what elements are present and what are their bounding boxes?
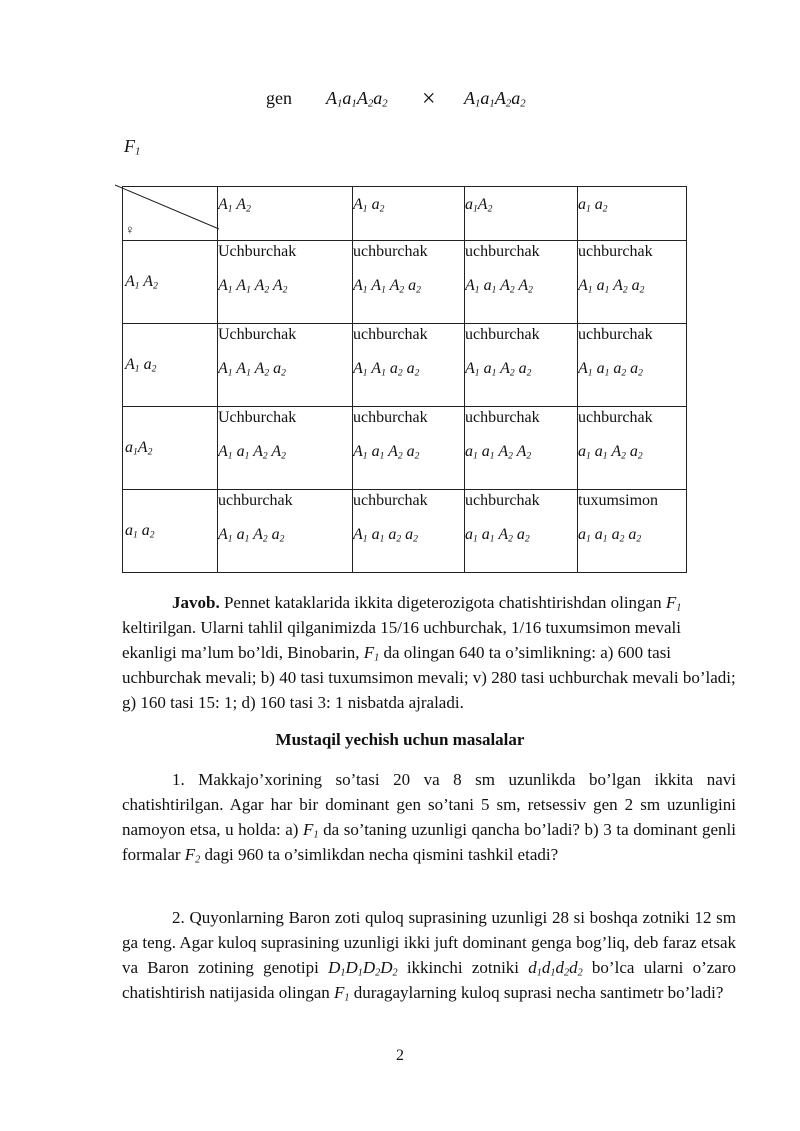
problem-text: bo’lca ularni o’zaro chatishtirish natijasida olingan	[122, 958, 736, 1002]
column-header: $a_1A_2$	[465, 187, 578, 241]
table-cell	[218, 407, 353, 490]
table-cell	[578, 407, 687, 490]
phenotype-text: Uchburchak	[218, 326, 297, 343]
answer-text: keltirilgan. Ularni tahlil qilganimizda 15/16 uchburchak, 1/16 tuxumsimon mevali ekanligi ma’lum bo’ldi, Binobarin,	[122, 618, 681, 662]
genotype-text: $a_1$ $a_1$ $A_2$ $A_2$	[465, 443, 532, 462]
table-cell	[578, 324, 687, 407]
table-row	[123, 241, 687, 324]
table-row	[123, 490, 687, 573]
genotype-text: $A_1$ $a_1$ $A_2$ $a_2$	[218, 526, 285, 545]
genotype-text: $A_1$ $a_1$ $A_2$ $A_2$	[218, 443, 286, 462]
table-header-row	[123, 187, 687, 241]
table-row	[123, 407, 687, 490]
phenotype-text: tuxumsimon	[578, 492, 659, 509]
problem-text: da so’taning uzunligi qancha bo’ladi? b) 3 ta dominant genli formalar	[122, 820, 736, 864]
table-cell	[218, 241, 353, 324]
row-header: $A_1$ $A_2$	[123, 241, 218, 324]
genotype-text: $A_1$ $a_1$ $A_2$ $A_2$	[465, 277, 533, 296]
genotype-text: $A_1$ $a_1$ $A_2$ $a_2$	[578, 277, 645, 296]
genotype-text: $A_1$ $a_1$ $a_2$ $a_2$	[578, 360, 643, 379]
problem-1-paragraph	[122, 767, 736, 867]
phenotype-text: uchburchak	[465, 492, 540, 509]
table-cell	[218, 324, 353, 407]
column-header: $a_1$ $a_2$	[578, 187, 687, 241]
genotype-dominant: $D_1D_1D_2D_2$	[328, 958, 398, 979]
genotype-text: $A_1$ $A_1$ $A_2$ $a_2$	[218, 360, 286, 379]
f1-term: $F_1$	[665, 593, 682, 614]
phenotype-text: uchburchak	[578, 243, 653, 260]
genotype-text: $A_1$ $A_1$ $a_2$ $a_2$	[353, 360, 420, 379]
column-header: $A_1$ $a_2$	[353, 187, 465, 241]
f2-term: $F_2$	[184, 845, 201, 866]
table-cell	[353, 324, 465, 407]
row-header: $a_1$ $a_2$	[123, 490, 218, 573]
phenotype-text: Uchburchak	[218, 409, 297, 426]
problem-text: duragaylarning kuloq suprasi necha santimetr bo’ladi?	[349, 983, 724, 1002]
female-symbol-icon: ♀	[125, 222, 135, 238]
section-title: Mustaqil yechish uchun masalalar	[275, 730, 525, 749]
phenotype-text: uchburchak	[465, 409, 540, 426]
f1-term: $F_1$	[363, 643, 380, 664]
answer-paragraph	[122, 590, 736, 715]
cross-formula	[266, 84, 526, 111]
genotype-text: $a_1$ $a_1$ $a_2$ $a_2$	[578, 526, 642, 545]
table-cell	[353, 490, 465, 573]
f1-term: $F_1$	[303, 820, 319, 841]
column-header: $A_1$ $A_2$	[218, 187, 353, 241]
table-row	[123, 324, 687, 407]
parent2-genotype: $A_1a_1A_2a_2$	[464, 88, 526, 110]
table-cell	[218, 490, 353, 573]
f1-term: $F_1$	[334, 983, 350, 1004]
phenotype-text: uchburchak	[578, 326, 653, 343]
row-header: $A_1$ $a_2$	[123, 324, 218, 407]
table-cell	[465, 324, 578, 407]
problem-text: 1. Makkajo’xorining so’tasi 20 va 8 sm uzunlikda bo’lgan ikkita navi chatishtirilgan. Agar har bir dominant gen so’tani 5 sm, retsessiv gen 2 sm uzunligini namoyon etsa, u holda: a)	[122, 770, 736, 839]
genotype-text: $A_1$ $a_1$ $A_2$ $a_2$	[465, 360, 532, 379]
genotype-text: $A_1$ $a_1$ $a_2$ $a_2$	[353, 526, 418, 545]
table-cell	[465, 490, 578, 573]
punnett-square-table	[122, 186, 687, 573]
genotype-text: $a_1$ $a_1$ $A_2$ $a_2$	[465, 526, 530, 545]
f1-label: $F_1$	[124, 136, 141, 158]
corner-cell	[123, 187, 218, 241]
phenotype-text: uchburchak	[353, 409, 428, 426]
genotype-text: $A_1$ $A_1$ $A_2$ $A_2$	[218, 277, 288, 296]
table-cell	[578, 241, 687, 324]
phenotype-text: Uchburchak	[218, 243, 297, 260]
answer-label: Javob.	[172, 593, 220, 612]
page-number: 2	[396, 1047, 404, 1064]
problem-text: 2. Quyonlarning Baron zoti quloq suprasining uzunligi 28 si boshqa zotniki 12 sm ga teng. Agar kuloq suprasining uzunligi ikki juft dominant genga bog’liq, deb faraz etsak va Baron zotining genotipi	[122, 908, 736, 977]
table-cell	[465, 407, 578, 490]
genotype-recessive: $d_1d_1d_2d_2$	[528, 958, 583, 979]
genotype-text: $A_1$ $A_1$ $A_2$ $a_2$	[353, 277, 421, 296]
table-cell	[465, 241, 578, 324]
parent1-genotype: $A_1a_1A_2a_2$	[326, 88, 388, 110]
phenotype-text: uchburchak	[465, 326, 540, 343]
phenotype-text: uchburchak	[578, 409, 653, 426]
genotype-text: $a_1$ $a_1$ $A_2$ $a_2$	[578, 443, 643, 462]
gen-label: gen	[266, 88, 292, 108]
genotype-text: $A_1$ $a_1$ $A_2$ $a_2$	[353, 443, 420, 462]
table-cell	[353, 407, 465, 490]
phenotype-text: uchburchak	[465, 243, 540, 260]
table-cell	[353, 241, 465, 324]
cross-symbol: ×	[422, 86, 436, 112]
table-cell	[578, 490, 687, 573]
answer-text: Pennet kataklarida ikkita digeterozigota chatishtirishdan olingan	[219, 593, 666, 612]
problem-text: dagi 960 ta o’simlikdan necha qismini tashkil etadi?	[200, 845, 559, 864]
row-header: $a_1A_2$	[123, 407, 218, 490]
answer-text: da olingan 640 ta o’simlikning: a) 600 tasi uchburchak mevali; b) 40 tasi tuxumsimon mevali; v) 280 tasi uchburchak mevali bo’ladi; g) 160 tasi 15: 1; d) 160 tasi 3: 1 nisbatda ajraladi.	[122, 643, 736, 712]
phenotype-text: uchburchak	[218, 492, 293, 509]
problem-2-paragraph	[122, 905, 736, 1005]
phenotype-text: uchburchak	[353, 326, 428, 343]
problem-text: ikkinchi zotniki	[397, 958, 529, 977]
phenotype-text: uchburchak	[353, 243, 428, 260]
phenotype-text: uchburchak	[353, 492, 428, 509]
